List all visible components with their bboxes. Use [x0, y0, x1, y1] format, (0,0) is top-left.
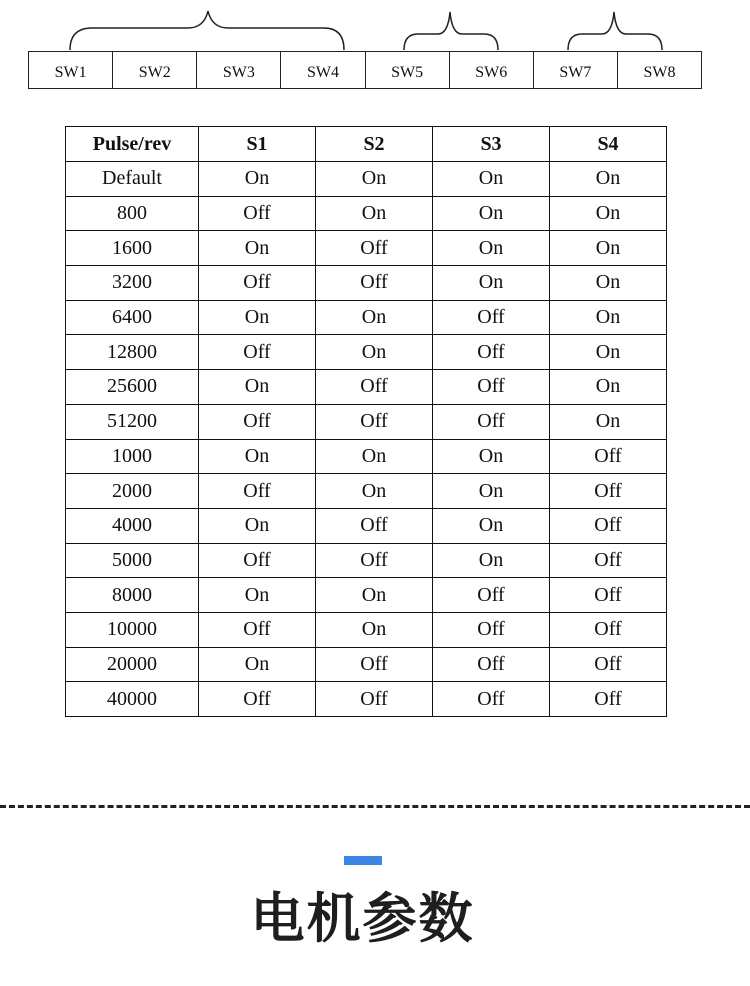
switch-state-cell: Off — [550, 578, 667, 613]
pulse-rev-cell: 1000 — [66, 439, 199, 474]
switch-state-cell: On — [199, 439, 316, 474]
table-row — [66, 231, 667, 266]
brace-sw1-sw4 — [70, 11, 344, 50]
switch-state-cell: On — [433, 543, 550, 578]
switch-state-cell: Off — [316, 647, 433, 682]
pulse-rev-cell: 12800 — [66, 335, 199, 370]
table-row — [66, 508, 667, 543]
pulse-rev-cell: Default — [66, 162, 199, 197]
table-row — [66, 196, 667, 231]
switch-state-cell: Off — [199, 612, 316, 647]
switch-state-cell: On — [316, 335, 433, 370]
switch-state-cell: Off — [199, 404, 316, 439]
switch-label: SW8 — [643, 64, 676, 81]
table-row — [66, 266, 667, 301]
table-row — [66, 682, 667, 717]
table-row — [66, 543, 667, 578]
table-row — [66, 439, 667, 474]
switch-state-cell: Off — [199, 474, 316, 509]
switch-row — [28, 51, 702, 89]
brace-sw5-sw6 — [404, 12, 498, 50]
switch-state-cell: Off — [433, 647, 550, 682]
pulse-rev-table — [65, 126, 667, 717]
switch-state-cell: Off — [550, 508, 667, 543]
pulse-rev-cell: 2000 — [66, 474, 199, 509]
switch-state-cell: Off — [433, 578, 550, 613]
switch-state-cell: On — [199, 300, 316, 335]
table-row — [66, 578, 667, 613]
pulse-rev-cell: 25600 — [66, 370, 199, 405]
pulse-rev-cell: 51200 — [66, 404, 199, 439]
table-row — [66, 612, 667, 647]
switch-state-cell: On — [316, 300, 433, 335]
table-header-row — [66, 127, 667, 162]
switch-state-cell: Off — [433, 335, 550, 370]
pulse-rev-cell: 4000 — [66, 508, 199, 543]
switch-label: SW6 — [450, 52, 534, 88]
column-header: Pulse/rev — [66, 127, 199, 162]
switch-state-cell: Off — [433, 370, 550, 405]
switch-state-cell: On — [433, 196, 550, 231]
switch-state-cell: Off — [550, 647, 667, 682]
brace-sw7-sw8 — [568, 12, 662, 50]
switch-state-cell: On — [550, 231, 667, 266]
table-row — [66, 474, 667, 509]
switch-state-cell: Off — [199, 682, 316, 717]
switch-state-cell: Off — [199, 335, 316, 370]
section-accent-bar — [344, 856, 382, 865]
switch-state-cell: On — [433, 474, 550, 509]
switch-state-cell: Off — [316, 508, 433, 543]
switch-label: SW4 — [281, 52, 365, 88]
switch-label: SW7 — [534, 52, 618, 88]
switch-state-cell: Off — [433, 612, 550, 647]
switch-state-cell: On — [550, 370, 667, 405]
switch-group-braces — [28, 8, 702, 52]
pulse-rev-cell: 8000 — [66, 578, 199, 613]
switch-state-cell: Off — [433, 682, 550, 717]
section-title: 电机参数 — [250, 887, 475, 950]
switch-state-cell: On — [550, 162, 667, 197]
pulse-rev-cell: 5000 — [66, 543, 199, 578]
switch-state-cell: On — [433, 508, 550, 543]
switch-state-cell: On — [433, 162, 550, 197]
switch-state-cell: Off — [199, 196, 316, 231]
switch-state-cell: Off — [550, 439, 667, 474]
pulse-rev-cell: 1600 — [66, 231, 199, 266]
switch-state-cell: Off — [199, 543, 316, 578]
table-row — [66, 300, 667, 335]
switch-state-cell: On — [199, 647, 316, 682]
table-row — [66, 404, 667, 439]
switch-state-cell: Off — [433, 300, 550, 335]
switch-state-cell: On — [433, 266, 550, 301]
switch-label: SW1 — [29, 52, 113, 88]
switch-state-cell: Off — [199, 266, 316, 301]
pulse-rev-cell: 6400 — [66, 300, 199, 335]
switch-state-cell: On — [199, 578, 316, 613]
switch-state-cell: Off — [550, 682, 667, 717]
switch-state-cell: On — [316, 439, 433, 474]
switch-state-cell: On — [550, 335, 667, 370]
switch-state-cell: On — [316, 162, 433, 197]
switch-state-cell: On — [550, 266, 667, 301]
switch-state-cell: On — [316, 612, 433, 647]
switch-state-cell: Off — [433, 404, 550, 439]
switch-state-cell: On — [316, 578, 433, 613]
column-header: S4 — [550, 127, 667, 162]
switch-state-cell: Off — [550, 474, 667, 509]
switch-state-cell: On — [316, 474, 433, 509]
switch-label: SW2 — [113, 52, 197, 88]
switch-state-cell: On — [199, 231, 316, 266]
switch-state-cell: On — [199, 162, 316, 197]
switch-label: SW3 — [197, 52, 281, 88]
switch-state-cell: Off — [316, 543, 433, 578]
table-row — [66, 335, 667, 370]
column-header: S1 — [199, 127, 316, 162]
column-header: S2 — [316, 127, 433, 162]
column-header: S3 — [433, 127, 550, 162]
table-row — [66, 370, 667, 405]
switch-label: SW5 — [366, 52, 450, 88]
switch-state-cell: Off — [316, 266, 433, 301]
switch-state-cell: On — [550, 196, 667, 231]
pulse-rev-cell: 40000 — [66, 682, 199, 717]
dashed-divider — [0, 805, 750, 808]
switch-state-cell: Off — [550, 612, 667, 647]
switch-state-cell: On — [199, 370, 316, 405]
pulse-rev-cell: 10000 — [66, 612, 199, 647]
table-row — [66, 647, 667, 682]
switch-state-cell: Off — [550, 543, 667, 578]
switch-state-cell: On — [316, 196, 433, 231]
switch-state-cell: Off — [316, 231, 433, 266]
switch-state-cell: On — [550, 404, 667, 439]
switch-state-cell: On — [433, 231, 550, 266]
switch-state-cell: Off — [316, 370, 433, 405]
switch-state-cell: On — [199, 508, 316, 543]
switch-state-cell: On — [550, 300, 667, 335]
pulse-rev-cell: 800 — [66, 196, 199, 231]
pulse-rev-cell: 20000 — [66, 647, 199, 682]
pulse-rev-cell: 3200 — [66, 266, 199, 301]
switch-state-cell: Off — [316, 404, 433, 439]
switch-state-cell: Off — [316, 682, 433, 717]
switch-state-cell: On — [433, 439, 550, 474]
table-row — [66, 162, 667, 197]
